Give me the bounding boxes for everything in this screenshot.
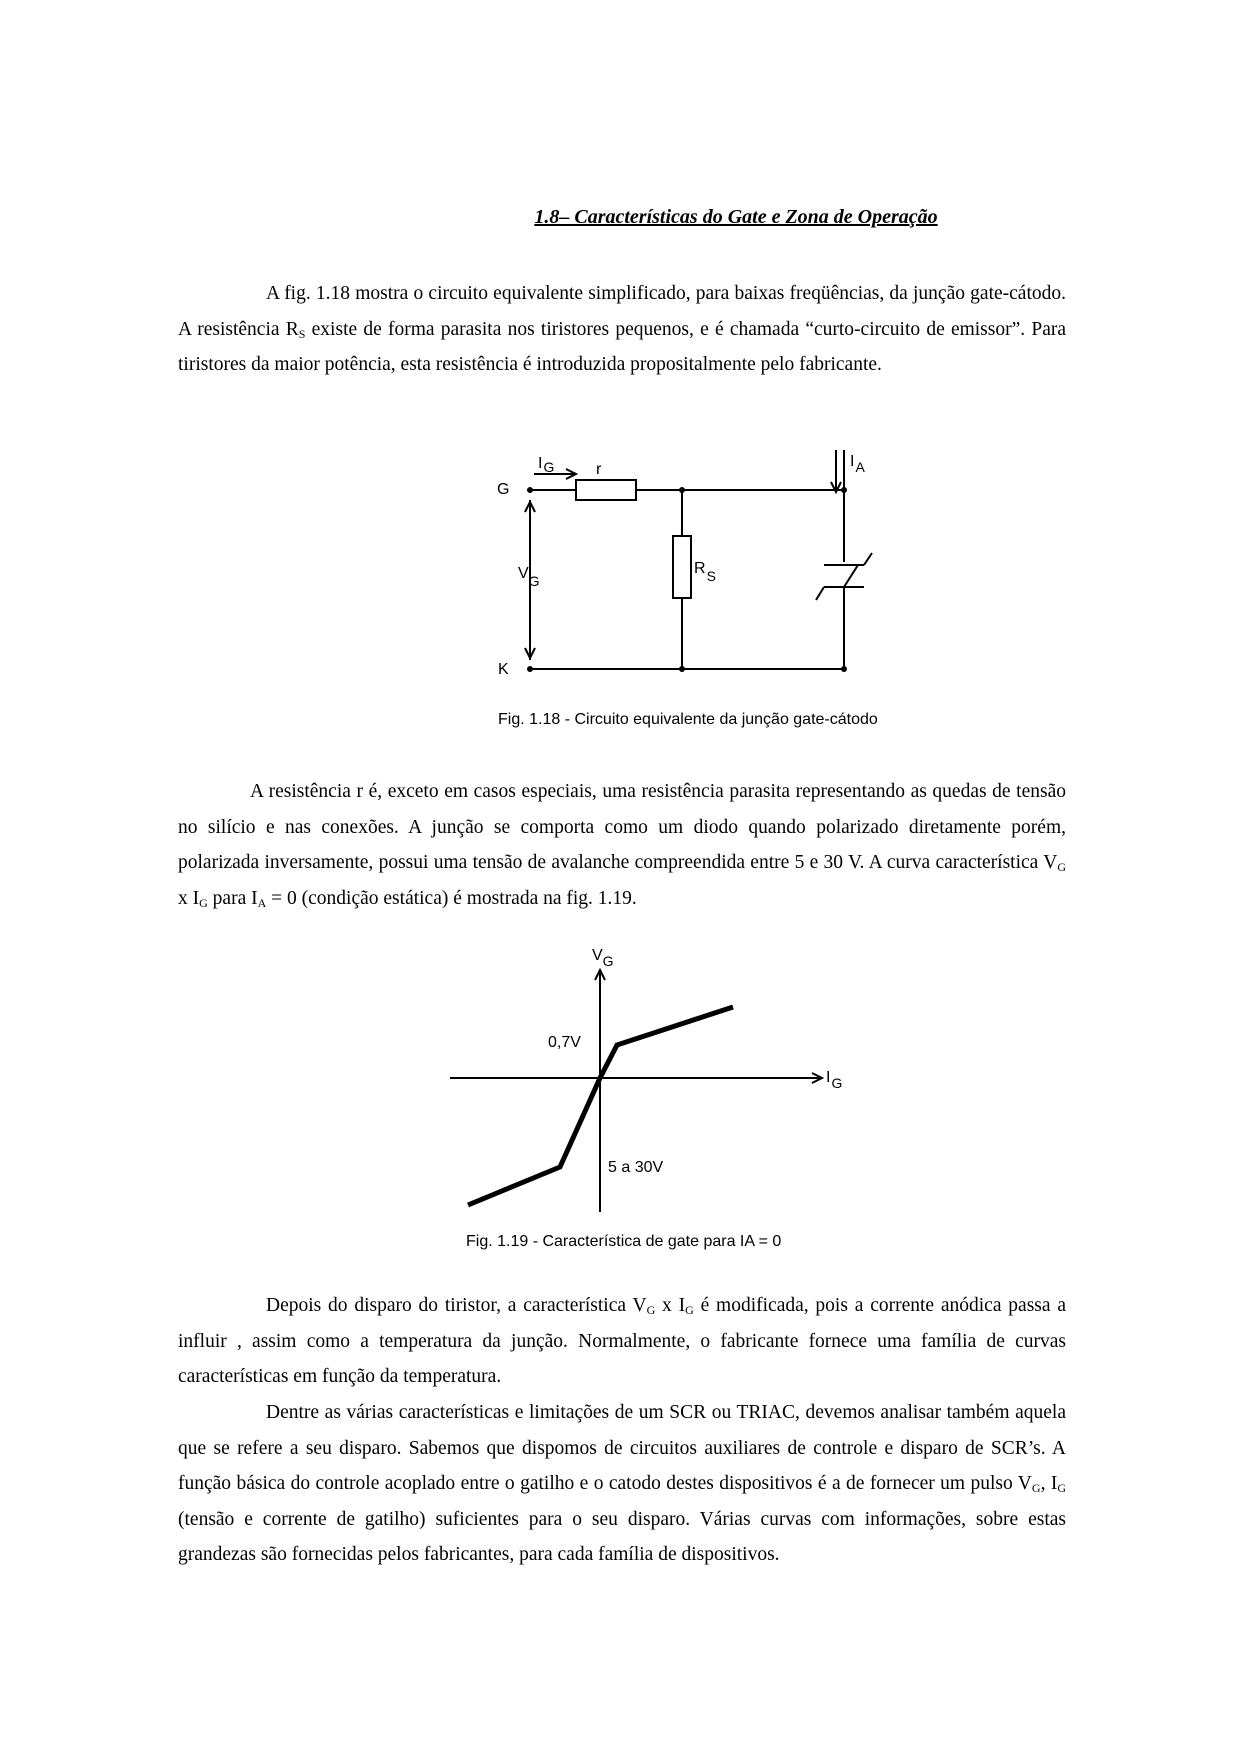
section-title: 1.8– Características do Gate e Zona de Operação [534, 206, 938, 228]
paragraph-firing-control: Dentre as várias características e limitações de um SCR ou TRIAC, devemos analisar também aquela que se refere a seu disparo. Sabemos que dispomos de circuitos auxiliares de controle e disparo de SCR’s. A função básica do controle acoplado entre o gatilho e o catodo destes dispositivos é a de fornecer um pulso $V_G$, $I_G$ (tensão e corrente de gatilho) suficientes para o seu disparo. Várias curvas com informações, sobre estas grandezas são fornecidas pelos fabricantes, para cada família de dispositivos. [178, 1402, 1067, 1565]
resistor-r [576, 480, 636, 500]
vg-label: VG [518, 565, 540, 589]
paragraph-after-firing: Depois do disparo do tiristor, a característica $V_G$ x $I_G$ é modificada, pois a corrente anódica passa a influir , assim como a temperatura da junção. Normalmente, o fabricante fornece uma família de curvas características em função da temperatura. [178, 1295, 1066, 1387]
r-label: r [596, 461, 602, 478]
gate-label: G [497, 481, 510, 498]
figure-1-19-caption: Fig. 1.19 - Característica de gate para IA = 0 [466, 1233, 782, 1250]
y-axis-label: VG [592, 947, 614, 969]
reverse-voltage-label: 5 a 30V [608, 1159, 664, 1176]
forward-voltage-label: 0,7V [548, 1034, 581, 1051]
resistor-rs [673, 536, 691, 598]
ia-label: IA [850, 453, 865, 475]
rs-label: RS [694, 560, 716, 584]
cathode-label: K [498, 661, 509, 678]
paragraph-resistance: A resistência r é, exceto em casos especiais, uma resistência parasita representando as quedas de tensão no silício e nas conexões. A junção se comporta como um diodo quando polarizado diretamente porém, polarizada inversamente, possui uma tensão de avalanche compreendida entre 5 e 30 V. A curva característica $V_G$ x $I_G$ para $I_A = 0$ (condição estática) é mostrada na fig. 1.19. [178, 781, 1066, 910]
x-axis-label: IG [826, 1069, 843, 1091]
ig-label: IG [538, 455, 555, 475]
paragraph-intro: A fig. 1.18 mostra o circuito equivalente simplificado, para baixas freqüências, da junção gate-cátodo. A resistência $R_S$ existe de forma parasita nos tiristores pequenos, e é chamada “curto-circuito de emissor”. Para tiristores da maior potência, esta resistência é introduzida propositalmente pelo fabricante. [178, 283, 1066, 375]
gate-characteristic-line [468, 1007, 733, 1205]
figure-1-18-caption: Fig. 1.18 - Circuito equivalente da junção gate-cátodo [498, 711, 878, 728]
